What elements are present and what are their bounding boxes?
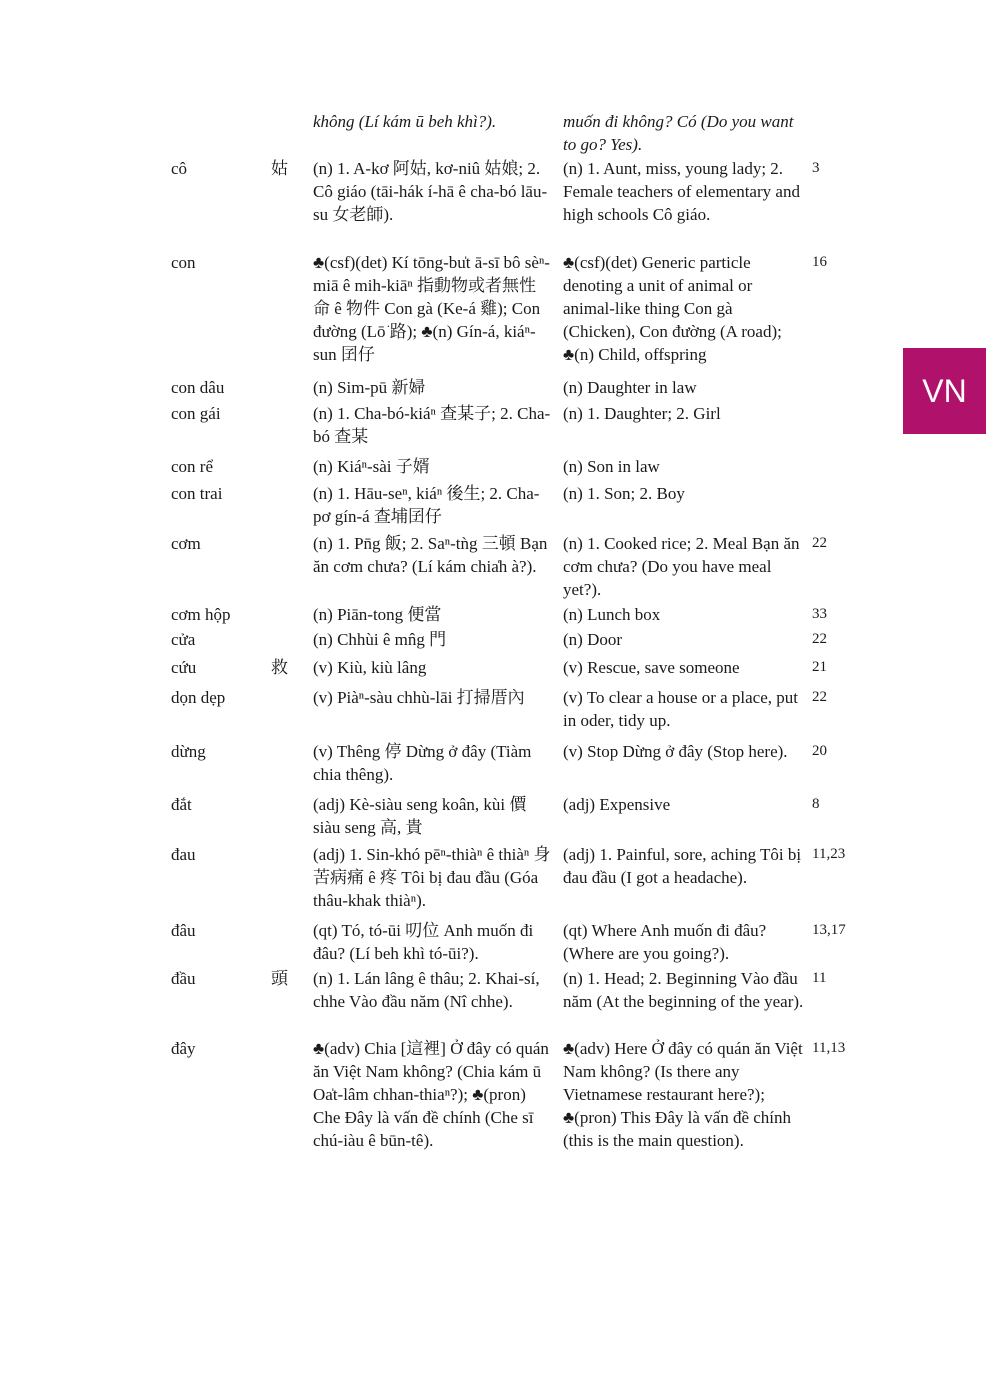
english-definition: (v) To clear a house or a place, put in oder, tidy up. <box>563 688 798 730</box>
hokkien-definition: (n) Sim-pū 新婦 <box>313 378 426 397</box>
hokkien-definition: ♣(adv) Chia [這裡] Ở đây có quán ăn Việt Nam không? (Chia kám ū Oa̍t-lâm chhan-thiaⁿ?); ♣(pron) Che Đây là vấn đề chính (Che sī chú-iàu ê būn-tê). <box>313 1039 549 1150</box>
hokkien-definition: (adj) 1. Sin-khó pēⁿ-thiàⁿ ê thiàⁿ 身苦病痛 ê 疼 Tôi bị đau đầu (Góa thâu-khak thiàⁿ). <box>313 845 551 910</box>
hokkien-definition: (n) Piān-tong 便當 <box>313 605 442 624</box>
english-definition: (n) 1. Head; 2. Beginning Vào đầu năm (At the beginning of the year). <box>563 969 804 1011</box>
hokkien-definition: (v) Thêng 停 Dừng ở đây (Tiàm chia thêng). <box>313 742 532 784</box>
headword: đắt <box>171 795 192 814</box>
hokkien-definition: (n) 1. Cha-bó-kiáⁿ 查某子; 2. Cha-bó 查某 <box>313 404 551 446</box>
hokkien-definition: (n) 1. Pn̄g 飯; 2. Saⁿ-tǹg 三頓 Bạn ăn cơm chưa? (Lí kám chia̍h à?). <box>313 534 548 576</box>
lesson-reference: 3 <box>812 160 820 176</box>
hokkien-definition: (n) Chhùi ê mn̂g 門 <box>313 630 447 649</box>
english-definition: (v) Stop Dừng ở đây (Stop here). <box>563 742 788 761</box>
headword: con rể <box>171 457 214 476</box>
hokkien-definition: không (Lí kám ū beh khì?). <box>313 112 497 131</box>
lesson-reference: 8 <box>812 796 820 812</box>
english-definition: (qt) Where Anh muốn đi đâu? (Where are you going?). <box>563 921 767 963</box>
hokkien-definition: (adj) Kè-siàu seng koân, kùi 價 siàu seng 高, 貴 <box>313 795 527 837</box>
english-definition: (n) 1. Son; 2. Boy <box>563 484 685 503</box>
lesson-reference: 22 <box>812 535 827 551</box>
headword: cơm <box>171 534 201 553</box>
english-definition: muốn đi không? Có (Do you want to go? Yes). <box>563 112 794 154</box>
english-definition: (n) Daughter in law <box>563 378 697 397</box>
headword: cửa <box>171 630 196 649</box>
headword: cơm hộp <box>171 605 231 624</box>
headword: dừng <box>171 742 206 761</box>
headword: cứu <box>171 658 197 677</box>
english-definition: (adj) 1. Painful, sore, aching Tôi bị đau đầu (I got a headache). <box>563 845 802 887</box>
lesson-reference: 33 <box>812 606 827 622</box>
headword: con <box>171 253 196 272</box>
english-definition: (n) 1. Aunt, miss, young lady; 2. Female teachers of elementary and high schools Cô giáo. <box>563 159 800 224</box>
hokkien-definition: (n) Kiáⁿ-sài 子婿 <box>313 457 430 476</box>
lesson-reference: 22 <box>812 689 827 705</box>
english-definition: (n) 1. Daughter; 2. Girl <box>563 404 721 423</box>
lesson-reference: 11,23 <box>812 846 846 862</box>
hokkien-definition: (n) 1. Lán lâng ê thâu; 2. Khai-sí, chhe Vào đầu năm (Nî chhe). <box>313 969 540 1011</box>
english-definition: ♣(adv) Here Ở đây có quán ăn Việt Nam không? (Is there any Vietnamese restaurant here?); ♣(pron) This Đây là vấn đề chính (this is the main question). <box>563 1039 803 1150</box>
hanzi: 頭 <box>271 969 288 988</box>
english-definition: (n) Door <box>563 630 623 649</box>
headword: đây <box>171 1039 196 1058</box>
lesson-reference: 21 <box>812 659 827 675</box>
hokkien-definition: ♣(csf)(det) Kí tōng-bu̍t ā-sī bô sèⁿ-miā ê mih-kiāⁿ 指動物或者無性命 ê 物件 Con gà (Ke-á 雞); Con đường (Lō͘ 路); ♣(n) Gín-á, kiáⁿ-sun 囝仔 <box>313 253 550 364</box>
hokkien-definition: (n) 1. Hāu-seⁿ, kiáⁿ 後生; 2. Cha-pơ gín-á 查埔囝仔 <box>313 484 540 526</box>
lesson-reference: 16 <box>812 254 827 270</box>
headword: con dâu <box>171 378 225 397</box>
english-definition: (n) Lunch box <box>563 605 661 624</box>
headword: đâu <box>171 921 196 940</box>
headword: đau <box>171 845 196 864</box>
headword: con trai <box>171 484 223 503</box>
headword: con gái <box>171 404 221 423</box>
english-definition: (adj) Expensive <box>563 795 671 814</box>
lesson-reference: 11,13 <box>812 1040 846 1056</box>
hokkien-definition: (qt) Tó, tó-ūi 叨位 Anh muốn đi đâu? (Lí beh khì tó-ūi?). <box>313 921 534 963</box>
lesson-reference: 11 <box>812 970 827 986</box>
english-definition: (n) Son in law <box>563 457 660 476</box>
language-tab-vn: VN <box>903 348 986 434</box>
english-definition: ♣(csf)(det) Generic particle denoting a unit of animal or animal-like thing Con gà (Chicken), Con đường (A road); ♣(n) Child, offspring <box>563 253 782 364</box>
lesson-reference: 20 <box>812 743 827 759</box>
hanzi: 姑 <box>271 159 288 178</box>
hanzi: 救 <box>271 658 288 677</box>
headword: cô <box>171 159 188 178</box>
headword: dọn dẹp <box>171 688 226 707</box>
headword: đầu <box>171 969 196 988</box>
english-definition: (v) Rescue, save someone <box>563 658 740 677</box>
english-definition: (n) 1. Cooked rice; 2. Meal Bạn ăn cơm chưa? (Do you have meal yet?). <box>563 534 800 599</box>
hokkien-definition: (n) 1. A-kơ 阿姑, kơ-niû 姑娘; 2. Cô giáo (tāi-hák í-hā ê cha-bó lāu-su 女老師). <box>313 159 548 224</box>
hokkien-definition: (v) Piàⁿ-sàu chhù-lāi 打掃厝內 <box>313 688 525 707</box>
lesson-reference: 22 <box>812 631 827 647</box>
lesson-reference: 13,17 <box>812 922 846 938</box>
hokkien-definition: (v) Kiù, kiù lâng <box>313 658 427 677</box>
